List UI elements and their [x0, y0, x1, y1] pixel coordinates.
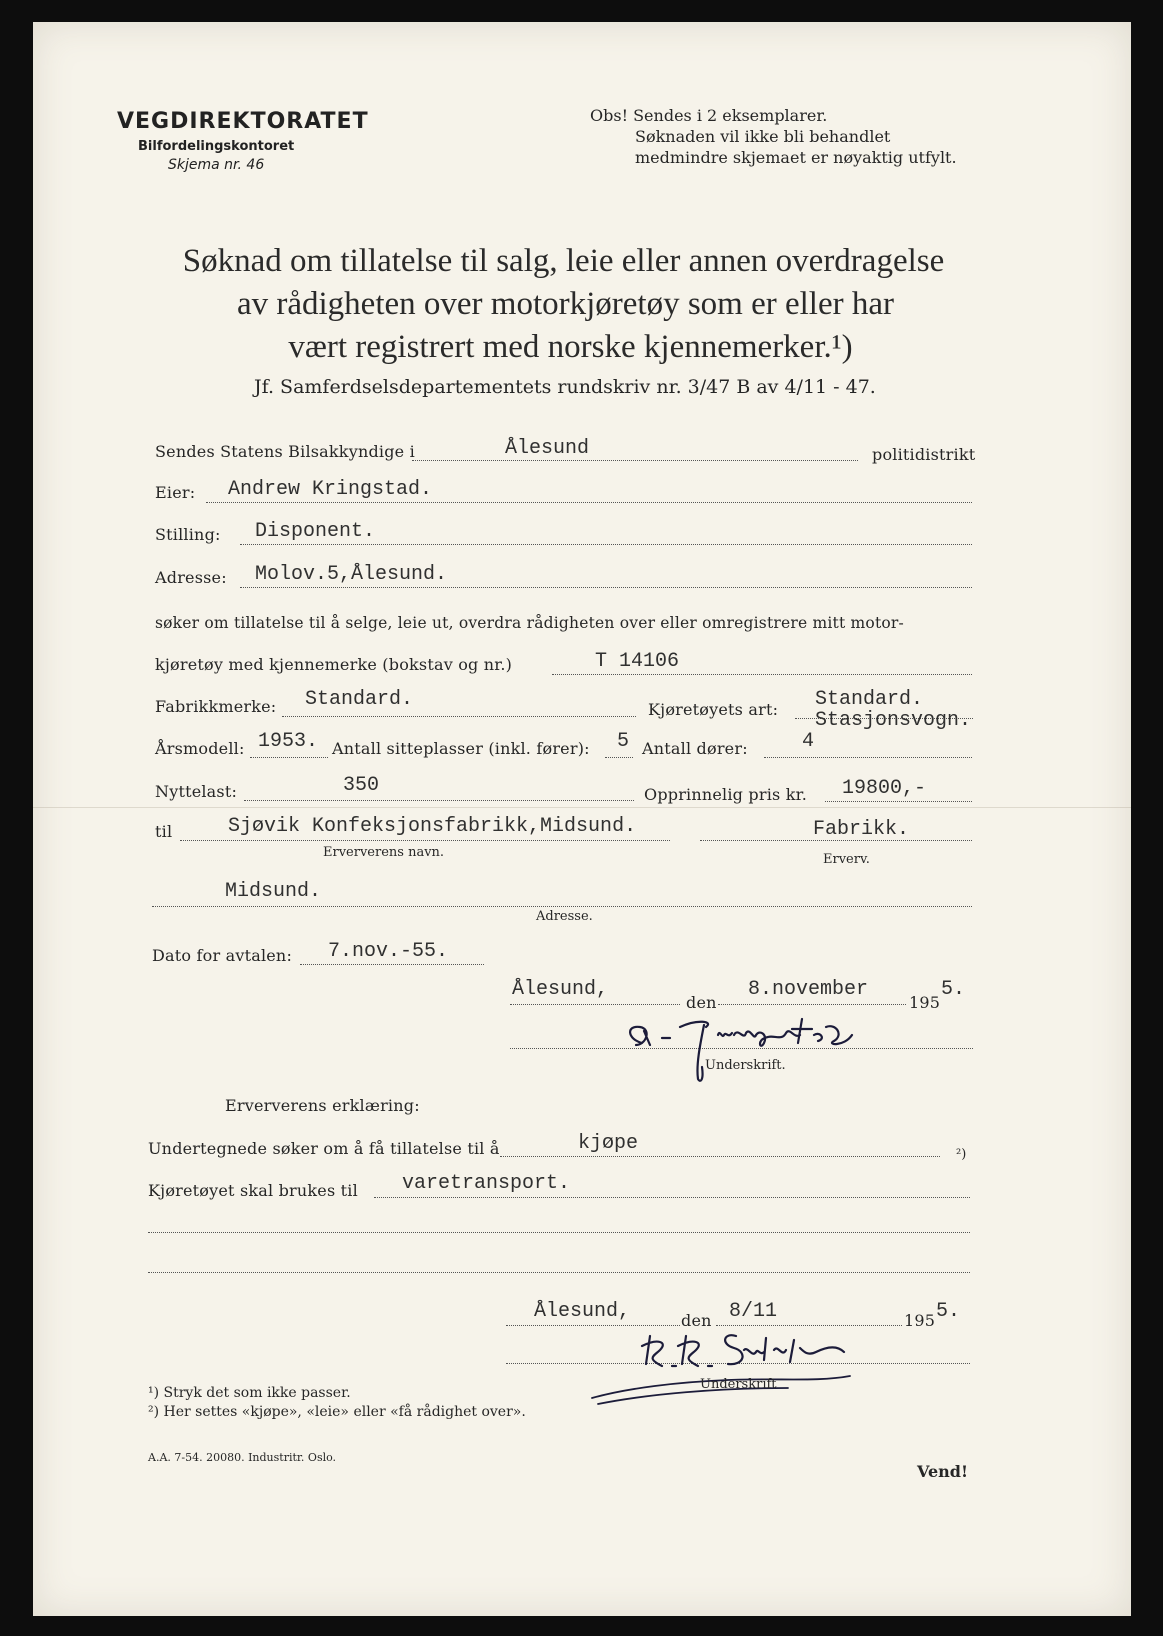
footnote-2: ²) Her settes «kjøpe», «leie» eller «få rådighet over».	[148, 1404, 526, 1420]
payload-line	[244, 800, 634, 801]
make-line	[282, 716, 636, 717]
year-label: Årsmodell:	[155, 739, 245, 758]
turn-over: Vend!	[917, 1462, 968, 1481]
owner-value[interactable]: Andrew Kringstad.	[228, 478, 433, 501]
use-line-2	[148, 1232, 970, 1233]
footnote-1: ¹) Stryk det som ikke passer.	[148, 1385, 351, 1401]
intent-note: ²)	[956, 1147, 967, 1162]
fold-crease	[33, 807, 1131, 808]
owner-signature	[622, 1005, 892, 1085]
type-value-2[interactable]: Stasjonsvogn.	[815, 709, 972, 732]
agency-name: VEGDIREKTORATET	[117, 109, 369, 134]
year2-prefix: 195	[904, 1311, 936, 1330]
seats-label: Antall sitteplasser (inkl. fører):	[332, 739, 590, 758]
send-to-value[interactable]: Ålesund	[505, 437, 590, 460]
title-line-3: vært registrert med norske kjennemerker.¹)	[288, 329, 853, 365]
price-line	[825, 801, 972, 802]
doors-line	[764, 757, 972, 758]
price-value[interactable]: 19800,-	[842, 777, 927, 800]
acquirer-signature	[588, 1322, 868, 1418]
position-value[interactable]: Disponent.	[255, 520, 376, 543]
send-to-line	[412, 460, 858, 461]
title-reference: Jf. Samferdselsdepartementets rundskriv nr. 3/47 B av 4/11 - 47.	[254, 376, 876, 398]
price-label: Opprinnelig pris kr.	[644, 785, 807, 804]
plate-value[interactable]: T 14106	[595, 650, 680, 673]
title-line-2: av rådigheten over motorkjøretøy som er eller har	[236, 286, 894, 322]
title-line-1: Søknad om tillatelse til salg, leie eller annen overdragelse	[182, 243, 945, 279]
type-value-1[interactable]: Standard.	[815, 688, 924, 711]
make-label: Fabrikkmerke:	[155, 697, 277, 716]
signature1-caption: Underskrift.	[705, 1058, 786, 1073]
acquirer-address-line	[152, 906, 972, 907]
den2-label: den	[681, 1311, 712, 1330]
seats-line	[605, 757, 633, 758]
acquirer-address-caption: Adresse.	[536, 909, 593, 924]
position-label: Stilling:	[155, 525, 221, 544]
position-line	[240, 544, 972, 545]
year1-prefix: 195	[909, 993, 941, 1012]
request-line-2: kjøretøy med kjennemerke (bokstav og nr.)	[155, 655, 513, 674]
acquirer-name-line	[180, 840, 670, 841]
type-label: Kjøretøyets art:	[648, 700, 779, 719]
printer-line: A.A. 7-54. 20080. Industritr. Oslo.	[148, 1451, 337, 1464]
plate-line	[552, 674, 972, 675]
payload-value[interactable]: 350	[343, 774, 380, 797]
acquirer-name-value[interactable]: Sjøvik Konfeksjonsfabrikk,Midsund.	[228, 815, 637, 838]
signature2-caption: Underskrift	[700, 1377, 777, 1392]
place1-value[interactable]: Ålesund,	[512, 978, 609, 1001]
seats-value[interactable]: 5	[617, 730, 630, 753]
notice-line-3: medmindre skjemaet er nøyaktig utfylt.	[635, 148, 957, 167]
form-number: Skjema nr. 46	[168, 157, 265, 173]
request-line-1: søker om tillatelse til å selge, leie ut, overdra rådigheten over eller omregistrere mitt motor-	[155, 614, 904, 632]
acquirer-trade-caption: Erverv.	[823, 852, 870, 867]
send-to-suffix: politidistrikt	[872, 445, 976, 464]
use-value[interactable]: varetransport.	[402, 1172, 571, 1195]
notice-line-1: Obs! Sendes i 2 eksemplarer.	[590, 106, 828, 125]
use-line-3	[148, 1272, 970, 1273]
declaration-heading: Erververens erklæring:	[225, 1096, 420, 1115]
acquirer-address-value[interactable]: Midsund.	[225, 880, 322, 903]
owner-label: Eier:	[155, 483, 196, 502]
year-value[interactable]: 1953.	[258, 730, 319, 753]
acquirer-name-caption: Erververens navn.	[323, 845, 445, 860]
year2-value[interactable]: 5.	[936, 1300, 961, 1323]
year1-value[interactable]: 5.	[941, 978, 966, 1001]
date1-value[interactable]: 8.november	[748, 978, 869, 1001]
to-label: til	[155, 822, 173, 841]
owner-line	[206, 502, 972, 503]
agreement-date-label: Dato for avtalen:	[152, 946, 293, 965]
doors-value[interactable]: 4	[802, 730, 815, 753]
place2-value[interactable]: Ålesund,	[534, 1300, 631, 1323]
date2-value[interactable]: 8/11	[729, 1300, 778, 1323]
den1-label: den	[686, 993, 717, 1012]
year-line	[250, 757, 328, 758]
office-name: Bilfordelingskontoret	[138, 139, 295, 154]
notice-line-2: Søknaden vil ikke bli behandlet	[635, 127, 891, 146]
address-label: Adresse:	[155, 568, 227, 587]
payload-label: Nyttelast:	[155, 782, 238, 801]
address-line	[240, 587, 972, 588]
agreement-date-line	[300, 964, 484, 965]
acquirer-trade-value[interactable]: Fabrikk.	[813, 818, 910, 841]
intent-line	[500, 1156, 940, 1157]
doors-label: Antall dører:	[642, 739, 748, 758]
use-label: Kjøretøyet skal brukes til	[148, 1181, 358, 1200]
agreement-date-value[interactable]: 7.nov.-55.	[328, 940, 449, 963]
intent-label: Undertegnede søker om å få tillatelse til å	[148, 1139, 500, 1158]
address-value[interactable]: Molov.5,Ålesund.	[255, 563, 448, 586]
send-to-label: Sendes Statens Bilsakkyndige i	[155, 442, 415, 461]
make-value[interactable]: Standard.	[305, 688, 414, 711]
use-line	[374, 1197, 970, 1198]
intent-value[interactable]: kjøpe	[578, 1132, 639, 1155]
